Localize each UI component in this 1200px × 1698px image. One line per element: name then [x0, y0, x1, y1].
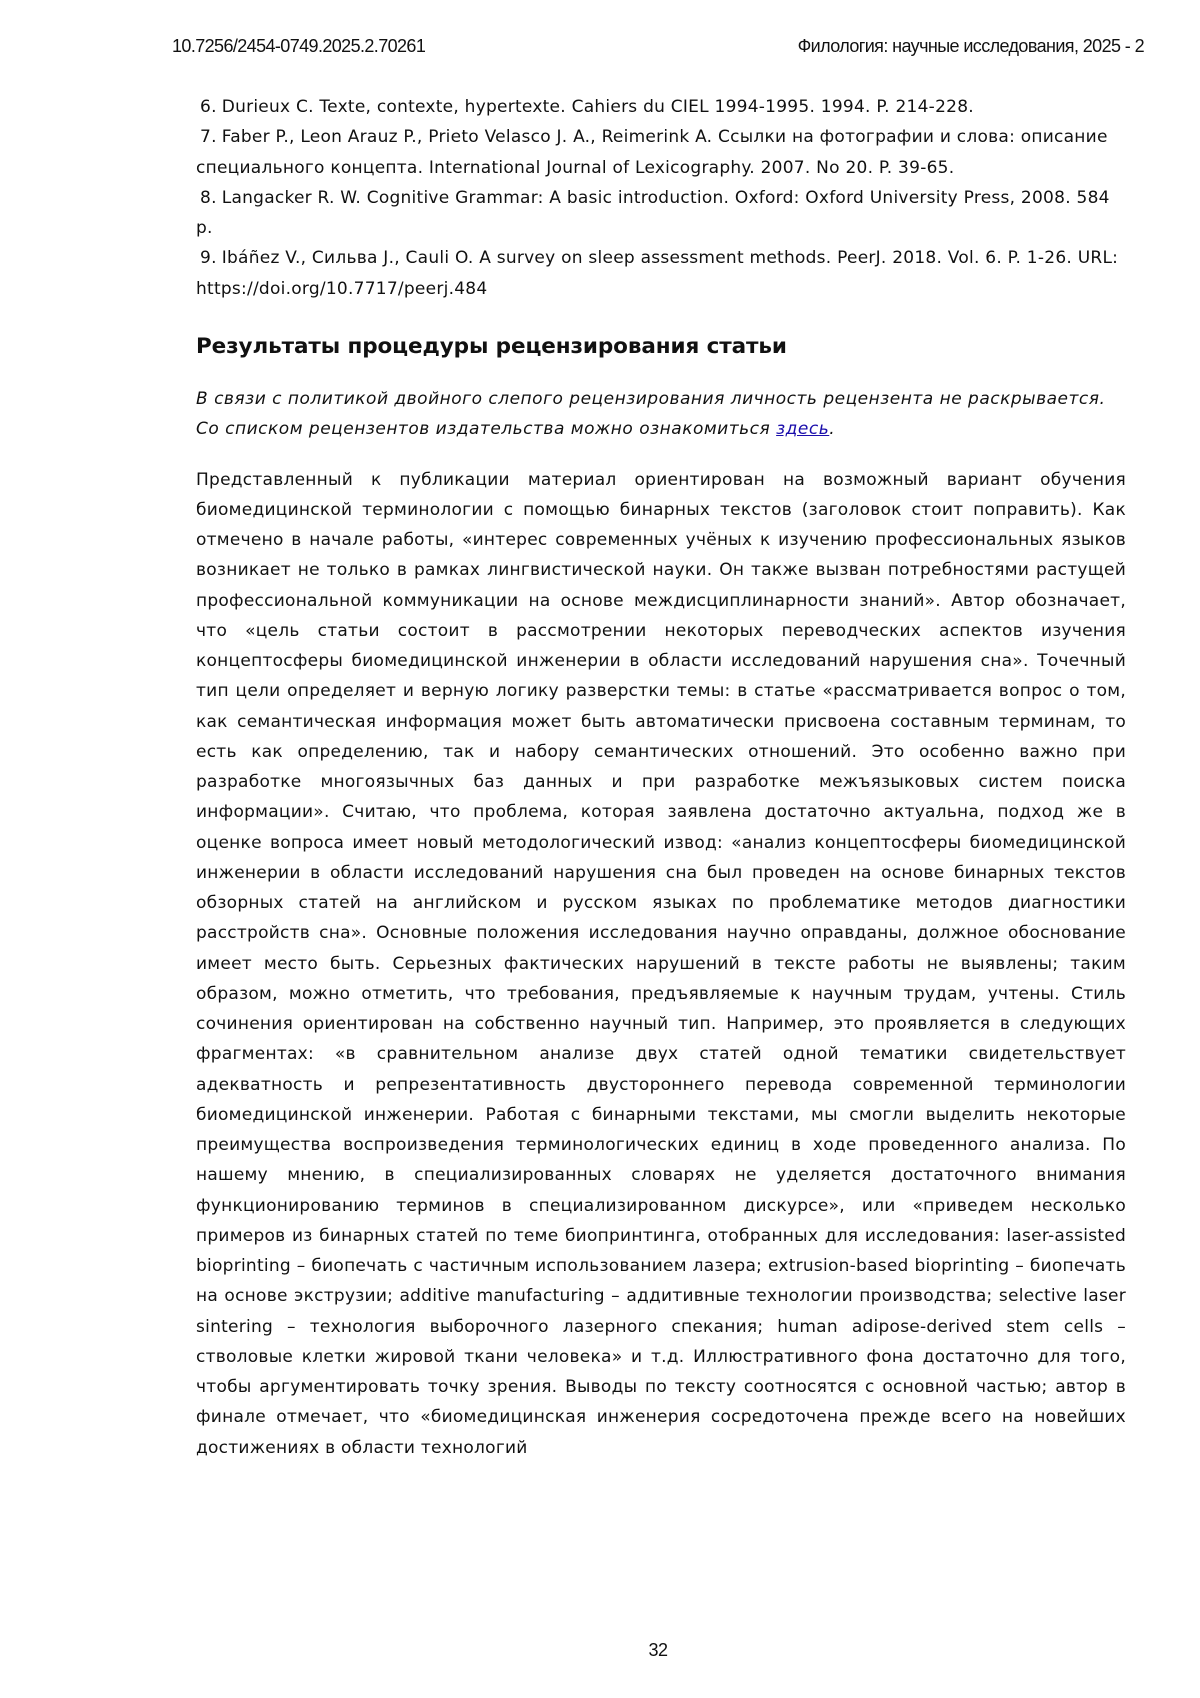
reviewers-list-link[interactable]: здесь	[776, 419, 829, 439]
reference-number: 6.	[200, 97, 217, 117]
notice-period: .	[829, 419, 835, 439]
notice-reviewers-text: Со списком рецензентов издательства можно ознакомиться	[196, 419, 776, 439]
notice-anonymity: В связи с политикой двойного слепого рецензирования личность рецензента не раскрывается.	[196, 384, 1126, 414]
reference-item	[196, 243, 1126, 304]
reference-text: Ibáñez V., Сильва J., Cauli O. A survey on sleep assessment methods. PeerJ. 2018. Vol. 6. P. 1-26. URL: https://doi.org/10.7717/peerj.484	[196, 248, 1118, 298]
reference-text: Durieux C. Texte, contexte, hypertexte. Cahiers du CIEL 1994-1995. 1994. P. 214-228.	[222, 97, 974, 117]
reference-item	[196, 183, 1126, 244]
running-header	[172, 36, 1144, 57]
page-content	[196, 92, 1126, 1480]
review-section-title: Результаты процедуры рецензирования статьи	[196, 332, 1126, 362]
page-number: 32	[0, 1640, 1200, 1661]
review-notice	[196, 384, 1126, 445]
journal-title: Филология: научные исследования, 2025 - 2	[798, 36, 1144, 57]
reference-item	[196, 92, 1126, 122]
reference-number: 7.	[200, 127, 217, 147]
review-text: Представленный к публикации материал ориентирован на возможный вариант обучения биомедицинской терминологии с помощью бинарных текстов (заголовок стоит поправить). Как отмечено в начале работы, «интерес современных учёных к изучению профессиональных языков возникает не только в рамках лингвистической науки. Он также вызван потребностями растущей профессиональной коммуникации на основе междисциплинарности знаний». Автор обозначает, что «цель статьи состоит в рассмотрении некоторых переводческих аспектов изучения концептосферы биомедицинской инженерии в области исследований нарушения сна». Точечный тип цели определяет и верную логику разверстки темы: в статье «рассматривается вопрос о том, как семантическая информация может быть автоматически присвоена составным терминам, то есть как определению, так и набору семантических отношений. Это особенно важно при разработке многоязычных баз данных и при разработке межъязыковых систем поиска информации». Считаю, что проблема, которая заявлена достаточно актуальна, подход же в оценке вопроса имеет новый методологический извод: «анализ концептосферы биомедицинской инженерии в области исследований нарушения сна был проведен на основе бинарных текстов обзорных статей на английском и русском языках по проблематике методов диагностики расстройств сна». Основные положения исследования научно оправданы, должное обоснование имеет место быть. Серьезных фактических нарушений в тексте работы не выявлены; таким образом, можно отметить, что требования, предъявляемые к научным трудам, учтены. Стиль сочинения ориентирован на собственно научный тип. Например, это проявляется в следующих фрагментах: «в сравнительном анализе двух статей одной тематики свидетельствует адекватность и репрезентативность двустороннего перевода современной терминологии биомедицинской инженерии. Работая с бинарными текстами, мы смогли выделить некоторые преимущества воспроизведения терминологических единиц в ходе проведенного анализа. По нашему мнению, в специализированных словарях не уделяется достаточного внимания функционированию терминов в специализированном дискурсе», или «приведем несколько примеров из бинарных статей по теме биопринтинга, отобранных для исследования: laser-assisted bioprinting – биопечать с частичным использованием лазера; extrusion-based bioprinting – биопечать на основе экструзии; additive manufacturing – аддитивные технологии производства; selective laser sintering – технология выборочного лазерного спекания; human adipose-derived stem cells – стволовые клетки жировой ткани человека» и т.д. Иллюстративного фона достаточно для того, чтобы аргументировать точку зрения. Выводы по тексту соотносятся с основной частью; автор в финале отмечает, что «биомедицинская инженерия сосредоточена прежде всего на новейших достижениях в области технологий	[196, 465, 1126, 1463]
reference-text: Faber P., Leon Arauz P., Prieto Velasco J. A., Reimerink A. Ссылки на фотографии и слова: описание специального концепта. International Journal of Lexicography. 2007. No 20. P. 39-65.	[196, 127, 1108, 177]
notice-reviewers	[196, 414, 1126, 444]
reference-number: 8.	[200, 188, 217, 208]
reference-number: 9.	[200, 248, 217, 268]
reference-text: Langacker R. W. Cognitive Grammar: A basic introduction. Oxford: Oxford University Press, 2008. 584 p.	[196, 188, 1110, 238]
reference-list	[196, 92, 1126, 304]
reference-item	[196, 122, 1126, 183]
doi-text: 10.7256/2454-0749.2025.2.70261	[172, 36, 425, 57]
